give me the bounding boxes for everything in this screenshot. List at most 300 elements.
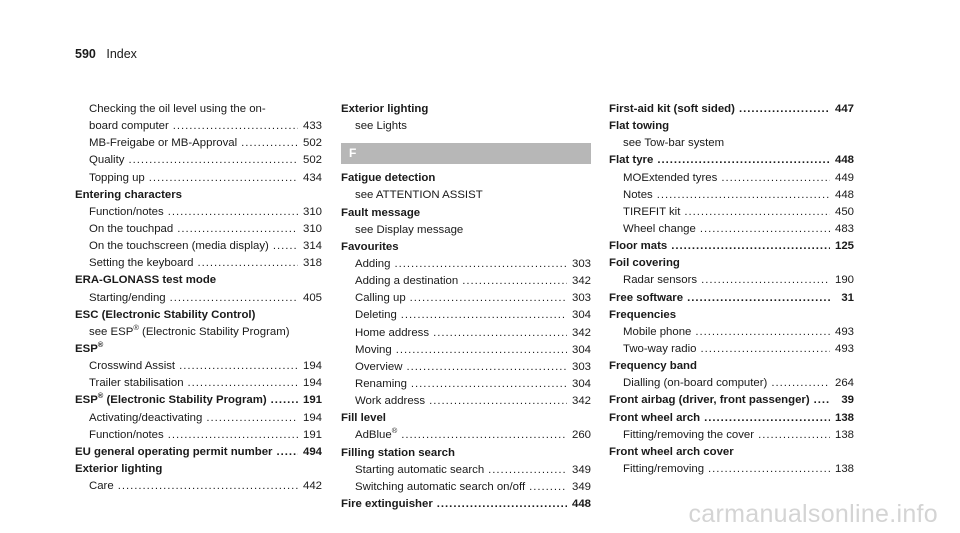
entry-text xyxy=(341,410,386,427)
entry-label: see Tow-bar system xyxy=(623,137,725,150)
entry-label: Adding a destination xyxy=(355,275,459,288)
entry-text xyxy=(341,101,428,118)
page-ref: 31 xyxy=(841,291,854,304)
entry-label: On the touchscreen (media display) xyxy=(89,240,269,253)
entry-label: board computer xyxy=(89,120,169,133)
index-subentry xyxy=(341,187,591,204)
index-subentry xyxy=(341,427,591,444)
leader-dots xyxy=(684,204,830,221)
index-entry xyxy=(609,255,854,272)
page-ref: 264 xyxy=(834,377,854,390)
entry-text xyxy=(341,239,399,256)
entry-text xyxy=(609,444,734,461)
entry-label: Fatigue detection xyxy=(341,172,436,185)
entry-label: Fitting/removing the cover xyxy=(623,428,755,441)
entry-label: Fitting/removing xyxy=(623,462,705,475)
entry-text xyxy=(609,392,810,409)
entry-text xyxy=(623,170,717,187)
page-ref: 493 xyxy=(834,325,854,338)
index-subentry xyxy=(609,170,854,187)
entry-label: Fire extinguisher xyxy=(341,497,433,510)
leader-dots xyxy=(128,152,298,169)
index-subentry xyxy=(75,427,322,444)
entry-label: Front airbag (driver, front passenger) xyxy=(609,394,810,407)
entry-label: see ESP xyxy=(89,325,134,338)
page-ref: 260 xyxy=(571,429,591,442)
page-ref: 342 xyxy=(571,275,591,288)
entry-text xyxy=(355,462,484,479)
index-subentry xyxy=(609,375,854,392)
entry-text xyxy=(609,358,697,375)
page-ref: 310 xyxy=(302,222,322,235)
index-subentry xyxy=(75,290,322,307)
entry-label: Dialling (on-board computer) xyxy=(623,377,768,390)
page-ref: 342 xyxy=(571,326,591,339)
page-ref: 502 xyxy=(302,154,322,167)
entry-label: Wheel change xyxy=(623,222,696,235)
entry-label: ERA-GLONASS test mode xyxy=(75,274,217,287)
entry-text xyxy=(355,222,463,239)
index-entry xyxy=(341,170,591,187)
entry-label: Front wheel arch cover xyxy=(609,445,734,458)
index-subentry xyxy=(341,479,591,496)
page-ref: 493 xyxy=(834,342,854,355)
page-ref: 303 xyxy=(571,360,591,373)
leader-dots xyxy=(276,444,298,461)
entry-text xyxy=(623,135,724,152)
entry-text xyxy=(355,342,392,359)
index-entry xyxy=(75,307,322,324)
entry-label: Setting the keyboard xyxy=(89,257,194,270)
entry-text xyxy=(89,290,166,307)
entry-text xyxy=(355,376,407,393)
registered-mark: ® xyxy=(133,323,139,333)
leader-dots xyxy=(721,170,830,187)
index-entry xyxy=(609,290,854,307)
entry-label: MOExtended tyres xyxy=(623,171,718,184)
index-subentry xyxy=(341,359,591,376)
index-entry xyxy=(75,461,322,478)
index-column-right xyxy=(609,101,854,478)
index-entry xyxy=(341,445,591,462)
index-subentry xyxy=(609,135,854,152)
entry-label: Renaming xyxy=(355,377,407,390)
page-ref: 194 xyxy=(302,411,322,424)
index-entry xyxy=(609,444,854,461)
index-subentry xyxy=(75,221,322,238)
registered-mark: ® xyxy=(97,391,104,401)
page-ref: 303 xyxy=(571,292,591,305)
leader-dots xyxy=(462,273,567,290)
index-subentry xyxy=(341,307,591,324)
entry-text xyxy=(623,461,704,478)
index-subentry xyxy=(341,376,591,393)
index-subentry xyxy=(609,221,854,238)
page-ref: 310 xyxy=(302,205,322,218)
page-ref: 502 xyxy=(302,137,322,150)
leader-dots xyxy=(394,256,567,273)
entry-text xyxy=(355,359,402,376)
entry-text xyxy=(89,118,169,135)
entry-text xyxy=(609,255,680,272)
leader-dots xyxy=(758,427,830,444)
leader-dots xyxy=(488,462,567,479)
entry-text xyxy=(75,272,216,289)
leader-dots xyxy=(433,325,567,342)
index-subentry xyxy=(75,152,322,169)
page-ref: 138 xyxy=(834,411,854,424)
entry-label: Radar sensors xyxy=(623,274,698,287)
entry-text xyxy=(75,392,267,409)
entry-label: Home address xyxy=(355,326,430,339)
entry-label: Fill level xyxy=(341,412,386,425)
entry-label: Flat towing xyxy=(609,120,670,133)
entry-text xyxy=(623,187,653,204)
leader-dots xyxy=(708,461,830,478)
leader-dots xyxy=(173,118,298,135)
entry-text xyxy=(355,118,407,135)
entry-text xyxy=(75,341,103,358)
leader-dots xyxy=(118,478,298,495)
entry-label: Front wheel arch xyxy=(609,411,701,424)
entry-text xyxy=(89,152,124,169)
entry-label: Deleting xyxy=(355,309,397,322)
index-entry xyxy=(341,410,591,427)
index-subentry xyxy=(609,204,854,221)
page-ref: 194 xyxy=(302,360,322,373)
index-entry xyxy=(609,118,854,135)
leader-dots xyxy=(771,375,830,392)
registered-mark: ® xyxy=(97,340,104,350)
leader-dots xyxy=(410,290,567,307)
entry-label: Work address xyxy=(355,395,426,408)
page-ref: 194 xyxy=(302,377,322,390)
entry-text xyxy=(89,170,145,187)
leader-dots xyxy=(437,496,567,513)
entry-text xyxy=(355,256,390,273)
index-entry xyxy=(75,444,322,461)
page-number: 590 xyxy=(75,47,96,61)
entry-text xyxy=(89,101,266,118)
entry-text xyxy=(609,101,735,118)
entry-text xyxy=(341,170,435,187)
entry-text xyxy=(609,410,700,427)
index-entry xyxy=(609,410,854,427)
entry-label: Overview xyxy=(355,360,403,373)
index-entry xyxy=(609,101,854,118)
index-subentry xyxy=(75,101,322,118)
index-subentry xyxy=(341,118,591,135)
page-ref: 447 xyxy=(834,103,854,115)
leader-dots xyxy=(700,221,830,238)
entry-text xyxy=(355,479,525,496)
page-ref: 138 xyxy=(834,428,854,441)
entry-label: Frequencies xyxy=(609,308,677,321)
entry-label: Function/notes xyxy=(89,428,164,441)
leader-dots xyxy=(695,324,830,341)
leader-dots xyxy=(149,170,298,187)
entry-label: Calling up xyxy=(355,292,406,305)
index-subentry xyxy=(75,170,322,187)
leader-dots xyxy=(168,427,298,444)
leader-dots xyxy=(396,342,567,359)
entry-label: see ATTENTION ASSIST xyxy=(355,189,483,202)
entry-label: see Display message xyxy=(355,223,464,236)
index-entry xyxy=(341,496,591,513)
entry-text xyxy=(89,478,114,495)
index-entry xyxy=(609,358,854,375)
index-subentry xyxy=(75,255,322,272)
index-entry xyxy=(341,205,591,222)
page-ref: 405 xyxy=(302,291,322,304)
entry-text xyxy=(355,273,458,290)
index-subentry xyxy=(75,135,322,152)
index-subentry xyxy=(75,204,322,221)
watermark: carmanualsonline.info xyxy=(688,500,938,528)
entry-text xyxy=(609,238,667,255)
entry-label: TIREFIT kit xyxy=(623,205,681,218)
entry-label: Favourites xyxy=(341,240,399,253)
entry-text xyxy=(75,461,162,478)
entry-label: Activating/deactivating xyxy=(89,411,203,424)
index-subentry xyxy=(609,461,854,478)
index-subentry xyxy=(75,478,322,495)
entry-label: AdBlue xyxy=(355,429,392,442)
page-ref: 191 xyxy=(302,428,322,441)
index-column-middle xyxy=(341,101,591,513)
leader-dots xyxy=(657,152,830,169)
leader-dots xyxy=(700,341,830,358)
entry-text xyxy=(89,135,237,152)
leader-dots xyxy=(206,410,298,427)
index-subentry xyxy=(609,272,854,289)
entry-label: Crosswind Assist xyxy=(89,360,176,373)
leader-dots xyxy=(198,255,299,272)
leader-dots xyxy=(687,290,830,307)
leader-dots xyxy=(179,358,298,375)
page-ref: 138 xyxy=(834,462,854,475)
entry-text xyxy=(75,444,272,461)
leader-dots xyxy=(401,307,567,324)
index-entry xyxy=(75,392,322,409)
entry-label: EU general operating permit number xyxy=(75,445,273,458)
entry-label: On the touchpad xyxy=(89,222,174,235)
entry-label: Quality xyxy=(89,154,125,167)
leader-dots xyxy=(406,359,567,376)
leader-dots xyxy=(704,410,830,427)
registered-mark: ® xyxy=(391,426,398,436)
leader-dots xyxy=(241,135,298,152)
page-ref: 304 xyxy=(571,343,591,356)
entry-text xyxy=(355,187,483,204)
entry-label: ESP xyxy=(75,342,98,355)
index-subentry xyxy=(341,342,591,359)
entry-label: ESC (Electronic Stability Control) xyxy=(75,308,256,321)
entry-text xyxy=(75,187,182,204)
page-ref: 125 xyxy=(834,240,854,253)
entry-text xyxy=(623,221,696,238)
page-ref: 39 xyxy=(841,394,854,407)
entry-label: Flat tyre xyxy=(609,154,654,167)
index-subentry xyxy=(75,118,322,135)
entry-text xyxy=(623,324,691,341)
index-subentry xyxy=(341,290,591,307)
entry-label: Two-way radio xyxy=(623,342,697,355)
page-ref: 314 xyxy=(302,240,322,253)
entry-text xyxy=(341,205,420,222)
entry-label-continued: (Electronic Stability Program) xyxy=(103,394,267,407)
leader-dots xyxy=(701,272,830,289)
index-subentry xyxy=(341,222,591,239)
entry-text xyxy=(89,324,290,341)
page-ref: 449 xyxy=(834,171,854,184)
leader-dots xyxy=(177,221,298,238)
entry-label-continued: (Electronic Stability Program) xyxy=(138,325,290,338)
entry-text xyxy=(89,204,164,221)
leader-dots xyxy=(657,187,830,204)
entry-label: Care xyxy=(89,480,114,493)
entry-text xyxy=(623,272,697,289)
index-subentry xyxy=(341,462,591,479)
index-subentry xyxy=(75,410,322,427)
entry-label: Foil covering xyxy=(609,257,680,270)
letter-heading: F xyxy=(341,143,591,164)
index-subentry xyxy=(75,375,322,392)
entry-text xyxy=(89,410,202,427)
index-entry xyxy=(75,187,322,204)
entry-label: First-aid kit (soft sided) xyxy=(609,103,735,115)
index-subentry xyxy=(75,324,322,341)
leader-dots xyxy=(401,427,567,444)
leader-dots xyxy=(170,290,298,307)
page-ref: 191 xyxy=(302,394,322,407)
leader-dots xyxy=(429,393,567,410)
page-ref: 349 xyxy=(571,480,591,493)
page-ref: 448 xyxy=(571,497,591,510)
page-ref: 342 xyxy=(571,395,591,408)
index-subentry xyxy=(341,256,591,273)
index-entry xyxy=(609,238,854,255)
entry-label: Checking the oil level using the on- xyxy=(89,103,266,115)
leader-dots xyxy=(411,376,567,393)
page-ref: 190 xyxy=(834,274,854,287)
page-ref: 318 xyxy=(302,257,322,270)
page-header xyxy=(75,47,137,61)
leader-dots xyxy=(168,204,298,221)
entry-label: Topping up xyxy=(89,171,145,184)
index-column-left xyxy=(75,101,322,495)
entry-text xyxy=(623,427,754,444)
index-entry xyxy=(609,152,854,169)
entry-label: ESP xyxy=(75,394,98,407)
index-subentry xyxy=(609,427,854,444)
leader-dots xyxy=(271,392,298,409)
index-subentry xyxy=(75,358,322,375)
entry-text xyxy=(355,393,425,410)
entry-label: Switching automatic search on/off xyxy=(355,480,526,493)
entry-text xyxy=(89,427,164,444)
index-subentry xyxy=(75,238,322,255)
leader-dots xyxy=(671,238,830,255)
entry-label: Floor mats xyxy=(609,240,668,253)
entry-label: Entering characters xyxy=(75,188,182,201)
page-ref: 483 xyxy=(834,222,854,235)
entry-label: Exterior lighting xyxy=(341,103,429,115)
page-ref: 304 xyxy=(571,309,591,322)
entry-label: Trailer stabilisation xyxy=(89,377,184,390)
entry-label: Moving xyxy=(355,343,392,356)
entry-label: Fault message xyxy=(341,206,421,219)
index-entry xyxy=(609,307,854,324)
page-ref: 450 xyxy=(834,205,854,218)
page-ref: 303 xyxy=(571,257,591,270)
entry-label: Adding xyxy=(355,257,391,270)
entry-text xyxy=(609,307,676,324)
leader-dots xyxy=(529,479,567,496)
entry-text xyxy=(609,152,653,169)
entry-label: MB-Freigabe or MB-Approval xyxy=(89,137,238,150)
entry-label: Free software xyxy=(609,291,684,304)
index-entry xyxy=(609,392,854,409)
entry-text xyxy=(89,375,184,392)
entry-label: Notes xyxy=(623,188,653,201)
index-subentry xyxy=(341,325,591,342)
page-ref: 448 xyxy=(834,188,854,201)
entry-text xyxy=(623,341,696,358)
entry-text xyxy=(89,358,175,375)
index-subentry xyxy=(609,187,854,204)
leader-dots xyxy=(814,392,830,409)
leader-dots xyxy=(273,238,298,255)
index-subentry xyxy=(341,273,591,290)
page-ref: 494 xyxy=(302,445,322,458)
entry-label: Exterior lighting xyxy=(75,462,163,475)
entry-text xyxy=(355,290,406,307)
entry-label: Mobile phone xyxy=(623,325,692,338)
entry-text xyxy=(341,496,433,513)
entry-text xyxy=(609,118,669,135)
entry-text xyxy=(355,427,397,444)
entry-label: Starting automatic search xyxy=(355,463,485,476)
entry-text xyxy=(75,307,255,324)
entry-text xyxy=(623,375,767,392)
entry-text xyxy=(341,445,455,462)
index-entry xyxy=(341,239,591,256)
page-ref: 433 xyxy=(302,120,322,133)
page-ref: 304 xyxy=(571,377,591,390)
index-subentry xyxy=(609,324,854,341)
page-title: Index xyxy=(106,47,137,61)
entry-label: Starting/ending xyxy=(89,291,166,304)
index-entry xyxy=(341,101,591,118)
entry-text xyxy=(355,325,429,342)
entry-text xyxy=(355,307,397,324)
index-entry xyxy=(75,272,322,289)
page-ref: 442 xyxy=(302,480,322,493)
page-ref: 434 xyxy=(302,171,322,184)
index-subentry xyxy=(341,393,591,410)
entry-label: Filling station search xyxy=(341,446,455,459)
entry-text xyxy=(623,204,680,221)
entry-label: Function/notes xyxy=(89,205,164,218)
leader-dots xyxy=(188,375,298,392)
page-ref: 448 xyxy=(834,154,854,167)
entry-label: see Lights xyxy=(355,120,407,133)
entry-text xyxy=(609,290,683,307)
leader-dots xyxy=(739,101,830,118)
entry-text xyxy=(89,238,269,255)
entry-label: Frequency band xyxy=(609,360,697,373)
